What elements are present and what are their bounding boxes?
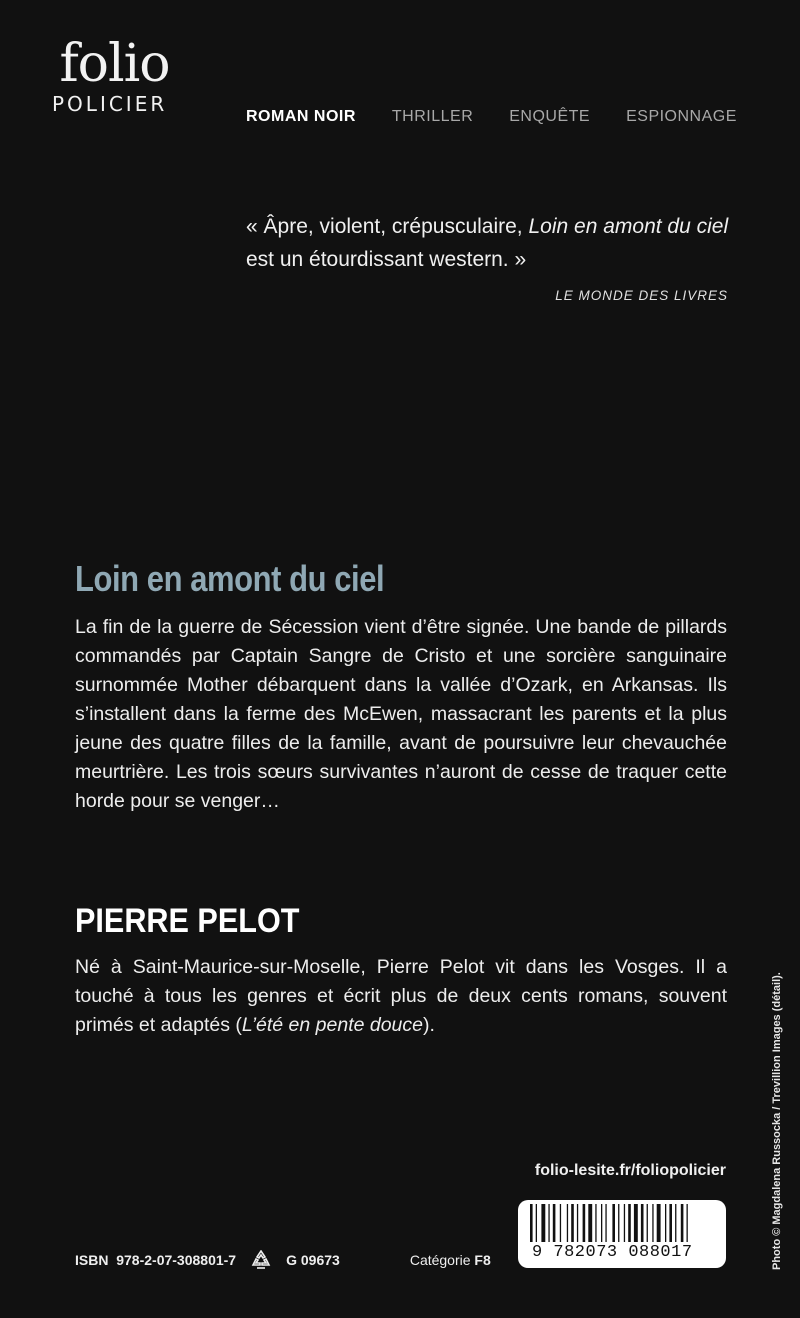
bio-main: Né à Saint-Maurice-sur-Moselle, Pierre Pelot vit dans les Vosges. Il a touché à tous les genres et écrit plus de deux cents romans, souvent primés et adaptés ( [75,956,727,1036]
quote-text [246,210,736,276]
quote-title: Loin en amont du ciel [528,215,729,238]
internal-code: G 09673 [286,1252,340,1268]
genre-list [246,108,773,126]
barcode [518,1200,726,1268]
genre-espionnage: ESPIONNAGE [626,108,737,125]
photo-credit: Photo © Magdalena Russocka / Trevillion Images (détail). [771,972,783,1270]
quote-part1: « Âpre, violent, crépusculaire, [246,215,529,238]
quote-part2: est un étourdissant western. » [246,248,527,271]
bio-title: L’été en pente douce [241,1014,424,1036]
book-title: Loin en amont du ciel [75,558,385,599]
quote-source: LE MONDE DES LIVRES [555,288,728,303]
author-bio [75,953,727,1040]
category-value: F8 [474,1252,491,1268]
photo-credit-wrap [760,960,786,1270]
logo-line: POLICIER [52,92,168,116]
footer-line [75,1250,491,1270]
category-label: Catégorie [409,1252,475,1268]
genre-thriller: THRILLER [391,108,474,125]
bio-end: ). [423,1014,435,1036]
recycle-icon [250,1250,272,1270]
logo-wordmark: folio [59,34,170,94]
barcode-bars [528,1204,718,1244]
isbn: ISBN 978-2-07-308801-7 [75,1252,237,1268]
genre-roman-noir: ROMAN NOIR [246,108,356,125]
folio-policier-logo [52,34,202,116]
press-quote [246,210,736,303]
barcode-digits: 9 782073 088017 [532,1243,693,1262]
website-link[interactable]: folio-lesite.fr/foliopolicier [534,1162,726,1179]
book-summary: La fin de la guerre de Sécession vient d’être signée. Une bande de pillards commandés par Captain Sangre de Cristo et une sorcière sanguinaire surnommée Mother débarquent dans la vallée d’Ozark, en Arkansas. Ils s’installent dans la ferme des McEwen, massacrant les parents et la plus jeune des quatre filles de la famille, avant de poursuivre leur chevauchée meurtrière. Les trois sœurs survivantes n’auront de cesse de traquer cette horde pour se venger… [75,616,727,812]
author-name: PIERRE PELOT [75,902,300,940]
genre-enquete: ENQUÊTE [509,108,591,125]
